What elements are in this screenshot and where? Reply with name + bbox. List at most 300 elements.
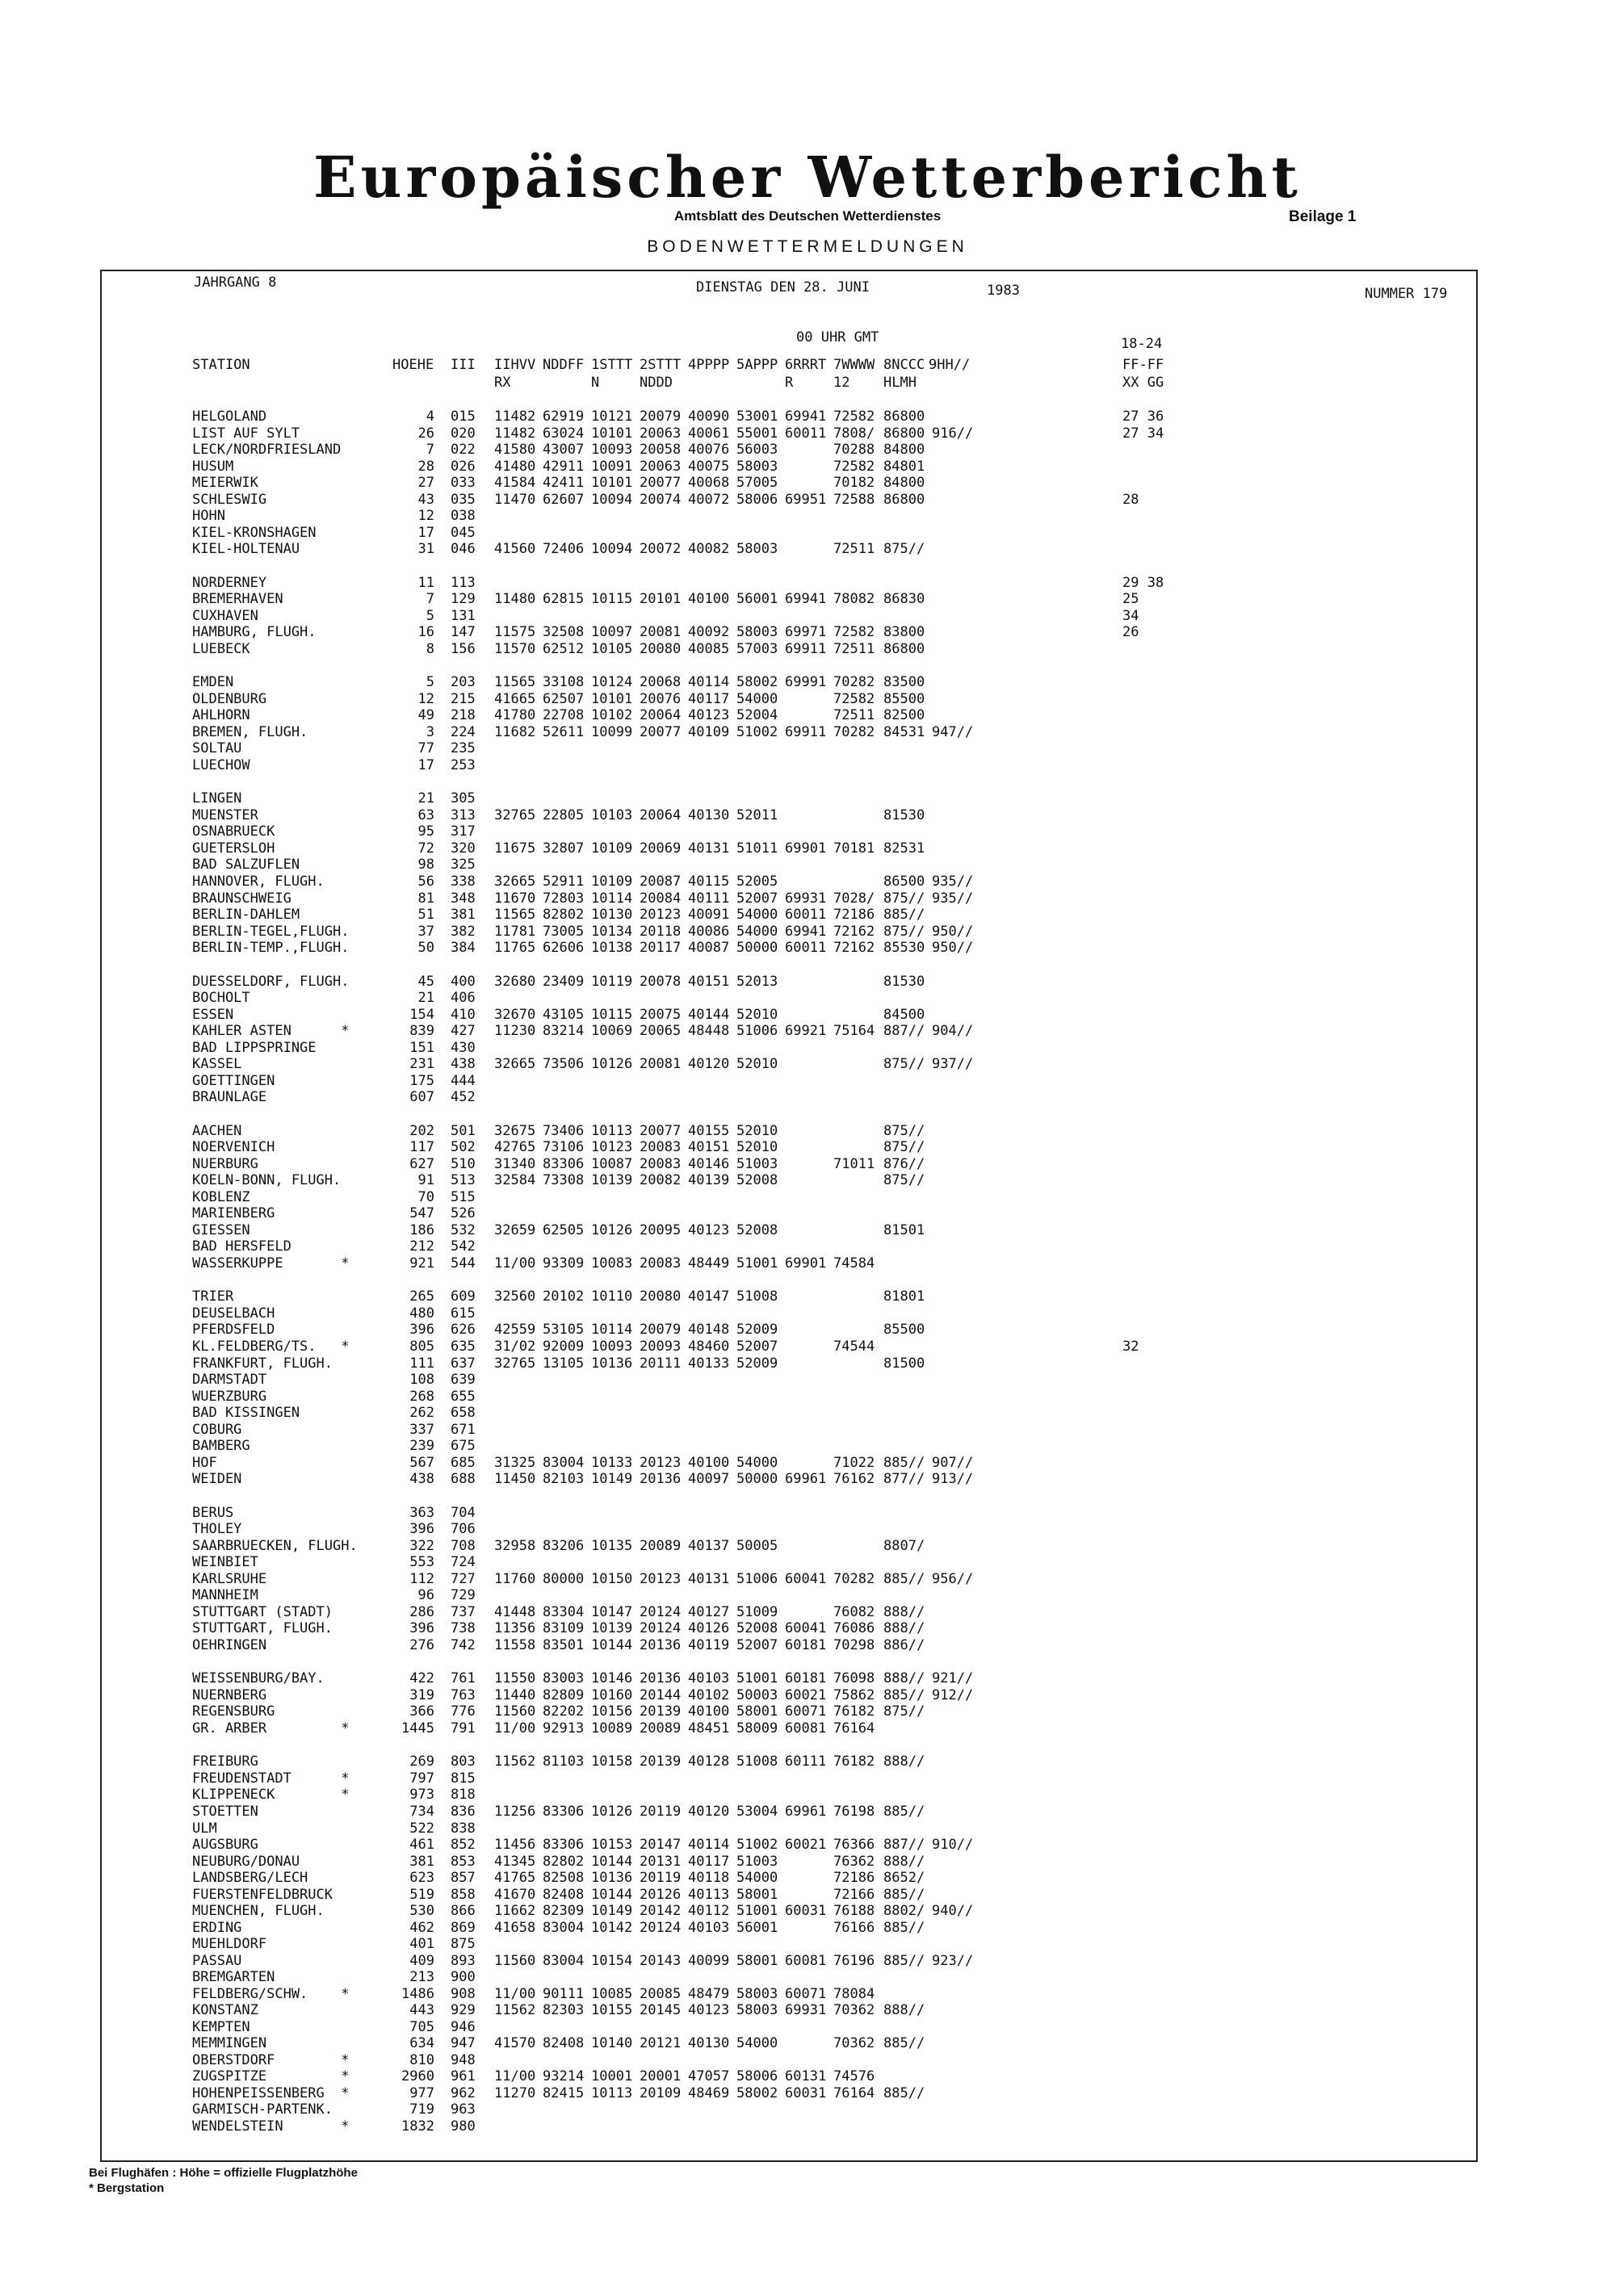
table-cell: 55001	[736, 425, 778, 442]
table-cell: 70362	[833, 2035, 875, 2052]
table-cell: 60011	[785, 425, 827, 442]
table-cell: 47057	[688, 2068, 730, 2085]
table-cell: 853	[451, 1853, 476, 1870]
table-cell: 82408	[543, 1886, 585, 1903]
table-cell: 52011	[736, 807, 778, 823]
station-name: FREIBURG	[192, 1753, 258, 1770]
table-cell: 51008	[736, 1753, 778, 1770]
table-cell: 131	[451, 607, 476, 624]
table-cell: 32560	[494, 1288, 536, 1305]
table-cell: 11565	[494, 674, 536, 691]
station-name: MUEHLDORF	[192, 1936, 267, 1953]
table-cell: 50005	[736, 1537, 778, 1554]
station-name: STOETTEN	[192, 1804, 258, 1820]
table-cell: 76086	[833, 1620, 875, 1637]
table-row	[0, 1288, 1615, 1305]
station-name: LECK/NORDFRIESLAND	[192, 442, 342, 459]
table-row	[0, 724, 1615, 741]
station-name: KL.FELDBERG/TS. *	[192, 1339, 350, 1355]
table-cell: 10113	[591, 2084, 633, 2101]
table-cell: 888//	[883, 1603, 925, 1620]
table-cell: 11550	[494, 1670, 536, 1687]
table-cell: 10097	[591, 624, 633, 641]
table-cell: 803	[451, 1753, 476, 1770]
station-name: WASSERKUPPE *	[192, 1255, 350, 1272]
table-cell: 52004	[736, 707, 778, 724]
table-row	[0, 1637, 1615, 1654]
station-name: SCHLESWIG	[192, 491, 267, 508]
table-cell: 58006	[736, 491, 778, 508]
station-name: NOERVENICH	[192, 1139, 275, 1156]
table-cell: 54000	[736, 923, 778, 940]
table-cell: 20065	[640, 1023, 682, 1040]
table-cell: 947	[451, 2035, 476, 2052]
table-cell: 10001	[591, 2068, 633, 2085]
table-cell: 430	[451, 1039, 476, 1056]
table-cell: 72803	[543, 890, 585, 907]
table-cell: 035	[451, 491, 476, 508]
table-cell: 73406	[543, 1122, 585, 1139]
table-row	[0, 1255, 1615, 1272]
table-cell: 40130	[688, 2035, 730, 2052]
table-cell: 11562	[494, 2002, 536, 2019]
station-name: ERDING	[192, 1919, 242, 1936]
table-cell: 40086	[688, 923, 730, 940]
table-cell: 81103	[543, 1753, 585, 1770]
station-name: REGENSBURG	[192, 1703, 275, 1720]
table-cell: 046	[451, 541, 476, 558]
station-name: GARMISCH-PARTENK.	[192, 2101, 333, 2118]
table-cell: 885//	[883, 2035, 925, 2052]
table-cell: 82408	[543, 2035, 585, 2052]
table-cell: 10085	[591, 1985, 633, 2002]
table-row	[0, 1389, 1615, 1406]
station-name: STUTTGART, FLUGH.	[192, 1620, 333, 1637]
table-cell: 41448	[494, 1603, 536, 1620]
table-cell: 40130	[688, 807, 730, 823]
table-cell: 615	[451, 1305, 476, 1322]
table-cell: 10115	[591, 591, 633, 608]
table-cell: 40117	[688, 1853, 730, 1870]
table-row	[0, 674, 1615, 691]
table-cell: 62607	[543, 491, 585, 508]
table-cell: 20136	[640, 1636, 682, 1653]
report-number: NUMMER 179	[1365, 286, 1448, 302]
station-name: BAMBERG	[192, 1438, 250, 1455]
station-name: DUESSELDORF, FLUGH.	[192, 973, 350, 990]
table-cell: 10130	[591, 907, 633, 924]
table-cell: 727	[451, 1570, 476, 1587]
table-cell: 20119	[640, 1804, 682, 1820]
table-row	[0, 1870, 1615, 1887]
table-cell: 76366	[833, 1837, 875, 1854]
report-year: 1983	[987, 283, 1020, 299]
table-cell: 84531	[883, 723, 925, 740]
table-row	[0, 2002, 1615, 2019]
table-cell: 53105	[543, 1322, 585, 1339]
table-cell: 92913	[543, 1720, 585, 1737]
column-header: 7WWWW	[833, 357, 875, 373]
table-cell: 58001	[736, 1886, 778, 1903]
table-cell: 276	[409, 1636, 434, 1653]
table-cell: 26	[1122, 624, 1139, 641]
table-cell: 70298	[833, 1636, 875, 1653]
table-cell: 72	[417, 840, 434, 857]
table-row	[0, 1422, 1615, 1439]
table-cell: 015	[451, 409, 476, 425]
table-cell: 40119	[688, 1636, 730, 1653]
table-cell: 54000	[736, 1454, 778, 1471]
table-cell: 438	[451, 1056, 476, 1073]
table-cell: 83109	[543, 1620, 585, 1637]
table-cell: 20131	[640, 1853, 682, 1870]
table-cell: 10140	[591, 2035, 633, 2052]
footnote-mountain: * Bergstation	[89, 2181, 165, 2195]
table-cell: 60071	[785, 1703, 827, 1720]
table-cell: 10138	[591, 940, 633, 957]
table-cell: 839	[409, 1023, 434, 1040]
table-cell: 73106	[543, 1139, 585, 1156]
table-cell: 805	[409, 1339, 434, 1355]
table-cell: 58003	[736, 624, 778, 641]
station-name: OSNABRUECK	[192, 823, 275, 840]
table-cell: 026	[451, 458, 476, 475]
table-cell: 11	[417, 574, 434, 591]
table-cell: 93309	[543, 1255, 585, 1272]
table-cell: 28	[1122, 491, 1139, 508]
table-cell: 52005	[736, 874, 778, 890]
table-row	[0, 1238, 1615, 1255]
table-cell: 269	[409, 1753, 434, 1770]
table-cell: 202	[409, 1122, 434, 1139]
table-cell: 381	[409, 1853, 434, 1870]
column-header: HOEHE	[392, 357, 434, 373]
table-cell: 69941	[785, 923, 827, 940]
column-header: 1STTT	[591, 357, 633, 373]
table-cell: 52008	[736, 1221, 778, 1238]
station-name: MUENCHEN, FLUGH.	[192, 1903, 325, 1920]
table-cell: 69991	[785, 674, 827, 691]
table-cell: 946	[451, 2018, 476, 2035]
station-name: GR. ARBER *	[192, 1720, 350, 1737]
table-cell: 32765	[494, 807, 536, 823]
table-cell: 27 34	[1122, 425, 1164, 442]
table-cell: 72186	[833, 1870, 875, 1887]
table-cell: 58006	[736, 2068, 778, 2085]
table-cell: 83004	[543, 1919, 585, 1936]
table-cell: 10110	[591, 1288, 633, 1305]
table-row	[0, 1837, 1615, 1854]
table-cell: 17	[417, 524, 434, 541]
table-cell: 461	[409, 1837, 434, 1854]
table-cell: 11/00	[494, 1985, 536, 2002]
station-name: ESSEN	[192, 1006, 234, 1023]
table-cell: 63	[417, 807, 434, 823]
table-cell: 42559	[494, 1322, 536, 1339]
table-cell: 20083	[640, 1155, 682, 1172]
table-cell: 86500	[883, 874, 925, 890]
table-cell: 738	[451, 1620, 476, 1637]
table-cell: 60181	[785, 1670, 827, 1687]
table-row	[0, 1936, 1615, 1953]
table-cell: 84800	[883, 475, 925, 492]
table-cell: 888//	[883, 1670, 925, 1687]
table-row	[0, 1205, 1615, 1222]
table-cell: 10113	[591, 1122, 633, 1139]
table-cell: 948	[451, 2051, 476, 2068]
table-cell: 262	[409, 1405, 434, 1422]
table-cell: 2960	[401, 2068, 434, 2085]
table-cell: 567	[409, 1454, 434, 1471]
table-cell: 20101	[640, 591, 682, 608]
table-row	[0, 1953, 1615, 1970]
table-cell: 40120	[688, 1056, 730, 1073]
table-row	[0, 874, 1615, 890]
table-cell: 033	[451, 475, 476, 492]
table-cell: 607	[409, 1089, 434, 1106]
table-cell: 40151	[688, 1139, 730, 1156]
table-cell: 40123	[688, 707, 730, 724]
table-cell: 83003	[543, 1670, 585, 1687]
table-cell: 11/00	[494, 1255, 536, 1272]
table-cell: 27	[417, 475, 434, 492]
table-cell: 20139	[640, 1753, 682, 1770]
table-cell: 83500	[883, 674, 925, 691]
column-header: 9HH//	[929, 357, 971, 373]
table-cell: 7	[426, 591, 434, 608]
table-cell: 62505	[543, 1221, 585, 1238]
station-name: BAD KISSINGEN	[192, 1405, 300, 1422]
table-cell: 366	[409, 1703, 434, 1720]
table-cell: 58003	[736, 2002, 778, 2019]
table-row	[0, 1222, 1615, 1239]
table-cell: 20084	[640, 890, 682, 907]
table-cell: 40100	[688, 1703, 730, 1720]
table-cell: 83206	[543, 1537, 585, 1554]
table-cell: 40103	[688, 1670, 730, 1687]
table-row	[0, 1720, 1615, 1737]
table-row	[0, 1023, 1615, 1040]
table-cell: 3	[426, 723, 434, 740]
table-cell: 32508	[543, 624, 585, 641]
table-cell: 522	[409, 1820, 434, 1837]
table-cell: 40123	[688, 2002, 730, 2019]
table-cell: 40068	[688, 475, 730, 492]
table-row	[0, 409, 1615, 425]
table-cell: 7	[426, 442, 434, 459]
station-name: BAD HERSFELD	[192, 1238, 292, 1255]
table-cell: 10146	[591, 1670, 633, 1687]
table-cell: 32584	[494, 1172, 536, 1189]
table-cell: 156	[451, 640, 476, 657]
table-cell: 627	[409, 1155, 434, 1172]
table-cell: 20124	[640, 1919, 682, 1936]
table-cell: 887//	[883, 1023, 925, 1040]
table-cell: 52010	[736, 1139, 778, 1156]
table-cell: 62507	[543, 690, 585, 707]
table-row	[0, 1405, 1615, 1422]
table-cell: 52008	[736, 1172, 778, 1189]
table-row	[0, 508, 1615, 525]
table-cell: 875//	[883, 541, 925, 558]
table-cell: 1486	[401, 1985, 434, 2002]
table-cell: 20064	[640, 707, 682, 724]
station-name: FREUDENSTADT *	[192, 1770, 350, 1787]
table-row	[0, 1156, 1615, 1173]
table-cell: 887//	[883, 1837, 925, 1854]
table-cell: 444	[451, 1072, 476, 1089]
table-cell: 10147	[591, 1603, 633, 1620]
station-name: HAMBURG, FLUGH.	[192, 624, 317, 641]
table-cell: 43105	[543, 1006, 585, 1023]
table-row	[0, 1770, 1615, 1787]
table-row	[0, 1172, 1615, 1189]
table-row	[0, 740, 1615, 757]
table-cell: 10105	[591, 640, 633, 657]
table-cell: 8	[426, 640, 434, 657]
table-cell: 875//	[883, 1703, 925, 1720]
table-row	[0, 990, 1615, 1007]
table-cell: 75164	[833, 1023, 875, 1040]
table-cell: 10160	[591, 1686, 633, 1703]
table-cell: 40097	[688, 1471, 730, 1488]
table-cell: 11560	[494, 1703, 536, 1720]
table-cell: 83306	[543, 1804, 585, 1820]
table-cell: 40118	[688, 1870, 730, 1887]
station-name: BOCHOLT	[192, 990, 250, 1007]
table-cell: 038	[451, 508, 476, 525]
table-cell: 885//	[883, 1886, 925, 1903]
table-cell: 175	[409, 1072, 434, 1089]
table-cell: 40109	[688, 723, 730, 740]
table-cell: 438	[409, 1471, 434, 1488]
station-name: NORDERNEY	[192, 574, 267, 591]
table-cell: 72166	[833, 1886, 875, 1903]
table-cell: 637	[451, 1355, 476, 1372]
table-cell: 41345	[494, 1853, 536, 1870]
table-cell: 92009	[543, 1339, 585, 1355]
column-header: IIHVV	[494, 357, 536, 373]
table-cell: 20001	[640, 2068, 682, 2085]
column-header: 12	[833, 375, 850, 391]
table-cell: 108	[409, 1372, 434, 1389]
table-cell: 31	[417, 541, 434, 558]
station-name: BERLIN-TEMP.,FLUGH.	[192, 940, 350, 957]
column-header: 5APPP	[736, 357, 778, 373]
table-cell: 32665	[494, 1056, 536, 1073]
table-cell: 40131	[688, 840, 730, 857]
table-cell: 10158	[591, 1753, 633, 1770]
column-header: III	[451, 357, 476, 373]
table-cell: 48448	[688, 1023, 730, 1040]
table-cell: 11480	[494, 591, 536, 608]
table-cell: 10136	[591, 1870, 633, 1887]
table-cell: 937//	[932, 1056, 974, 1073]
station-name: HUSUM	[192, 458, 234, 475]
table-cell: 10134	[591, 923, 633, 940]
table-cell: 10094	[591, 491, 633, 508]
table-cell: 947//	[932, 723, 974, 740]
table-cell: 253	[451, 756, 476, 773]
table-cell: 45	[417, 973, 434, 990]
table-cell: 60041	[785, 1570, 827, 1587]
table-row	[0, 1305, 1615, 1322]
table-cell: 231	[409, 1056, 434, 1073]
table-cell: 20080	[640, 1288, 682, 1305]
station-name: FRANKFURT, FLUGH.	[192, 1355, 333, 1372]
table-cell: 26	[417, 425, 434, 442]
table-row	[0, 1056, 1615, 1073]
footnote-airport: Bei Flughäfen : Höhe = offizielle Flugplatzhöhe	[89, 2166, 358, 2180]
table-cell: 921//	[932, 1670, 974, 1687]
table-cell: 40155	[688, 1122, 730, 1139]
table-cell: 480	[409, 1305, 434, 1322]
table-cell: 51001	[736, 1670, 778, 1687]
table-cell: 623	[409, 1870, 434, 1887]
table-cell: 973	[409, 1787, 434, 1804]
table-cell: 10094	[591, 541, 633, 558]
table-cell: 42911	[543, 458, 585, 475]
table-cell: 11670	[494, 890, 536, 907]
table-cell: 908	[451, 1985, 476, 2002]
table-cell: 12	[417, 508, 434, 525]
table-cell: 81530	[883, 973, 925, 990]
table-cell: 20126	[640, 1886, 682, 1903]
table-cell: 20063	[640, 458, 682, 475]
table-cell: 910//	[932, 1837, 974, 1854]
station-name: MUENSTER	[192, 807, 258, 823]
station-name: HOF	[192, 1454, 217, 1471]
table-cell: 10109	[591, 874, 633, 890]
table-cell: 935//	[932, 874, 974, 890]
table-cell: 32680	[494, 973, 536, 990]
table-cell: 10142	[591, 1919, 633, 1936]
table-cell: 542	[451, 1238, 476, 1255]
table-cell: 838	[451, 1820, 476, 1837]
table-cell: 858	[451, 1886, 476, 1903]
table-cell: 325	[451, 857, 476, 874]
table-cell: 73506	[543, 1056, 585, 1073]
table-cell: 54000	[736, 907, 778, 924]
station-name: LANDSBERG/LECH	[192, 1870, 308, 1887]
table-cell: 913//	[932, 1471, 974, 1488]
table-cell: 401	[409, 1936, 434, 1953]
table-cell: 513	[451, 1172, 476, 1189]
table-row	[0, 541, 1615, 558]
table-cell: 888//	[883, 1753, 925, 1770]
station-name: AACHEN	[192, 1122, 242, 1139]
station-name: SOLTAU	[192, 740, 242, 757]
column-header: FF-FF	[1122, 357, 1164, 373]
table-cell: 40082	[688, 541, 730, 558]
table-cell: 70182	[833, 475, 875, 492]
table-cell: 69941	[785, 591, 827, 608]
table-cell: 69961	[785, 1804, 827, 1820]
table-cell: 515	[451, 1188, 476, 1205]
station-name: PASSAU	[192, 1952, 242, 1969]
table-cell: 69931	[785, 890, 827, 907]
table-cell: 70282	[833, 674, 875, 691]
table-cell: 20079	[640, 409, 682, 425]
table-cell: 40144	[688, 1006, 730, 1023]
station-name: KARLSRUHE	[192, 1570, 267, 1587]
table-cell: 11565	[494, 907, 536, 924]
table-cell: 70288	[833, 442, 875, 459]
table-cell: 20081	[640, 1056, 682, 1073]
table-cell: 32807	[543, 840, 585, 857]
table-cell: 83306	[543, 1155, 585, 1172]
table-cell: 72511	[833, 640, 875, 657]
